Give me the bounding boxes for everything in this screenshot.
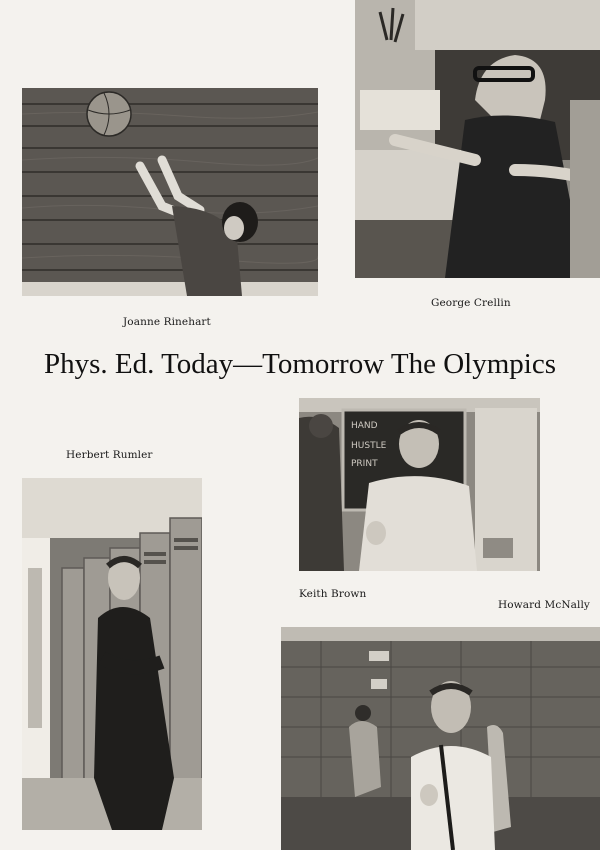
photo-herbert-rumler — [22, 478, 202, 830]
caption-joanne-rinehart: Joanne Rinehart — [123, 316, 211, 328]
photo-howard-mcnally — [281, 627, 600, 850]
photo-george-crellin — [355, 0, 600, 278]
caption-howard-mcnally: Howard McNally — [498, 599, 590, 611]
caption-keith-brown: Keith Brown — [299, 588, 367, 600]
photo-keith-brown — [299, 398, 540, 571]
caption-herbert-rumler: Herbert Rumler — [66, 449, 153, 461]
photo-joanne-rinehart — [22, 88, 318, 296]
blackboard-text-2: HUSTLE — [351, 441, 387, 451]
blackboard-text-1: HAND — [351, 421, 378, 431]
blackboard-text-3: PRINT — [351, 459, 378, 469]
caption-george-crellin: George Crellin — [431, 297, 511, 309]
page-title: Phys. Ed. Today—Tomorrow The Olympics — [43, 348, 556, 380]
